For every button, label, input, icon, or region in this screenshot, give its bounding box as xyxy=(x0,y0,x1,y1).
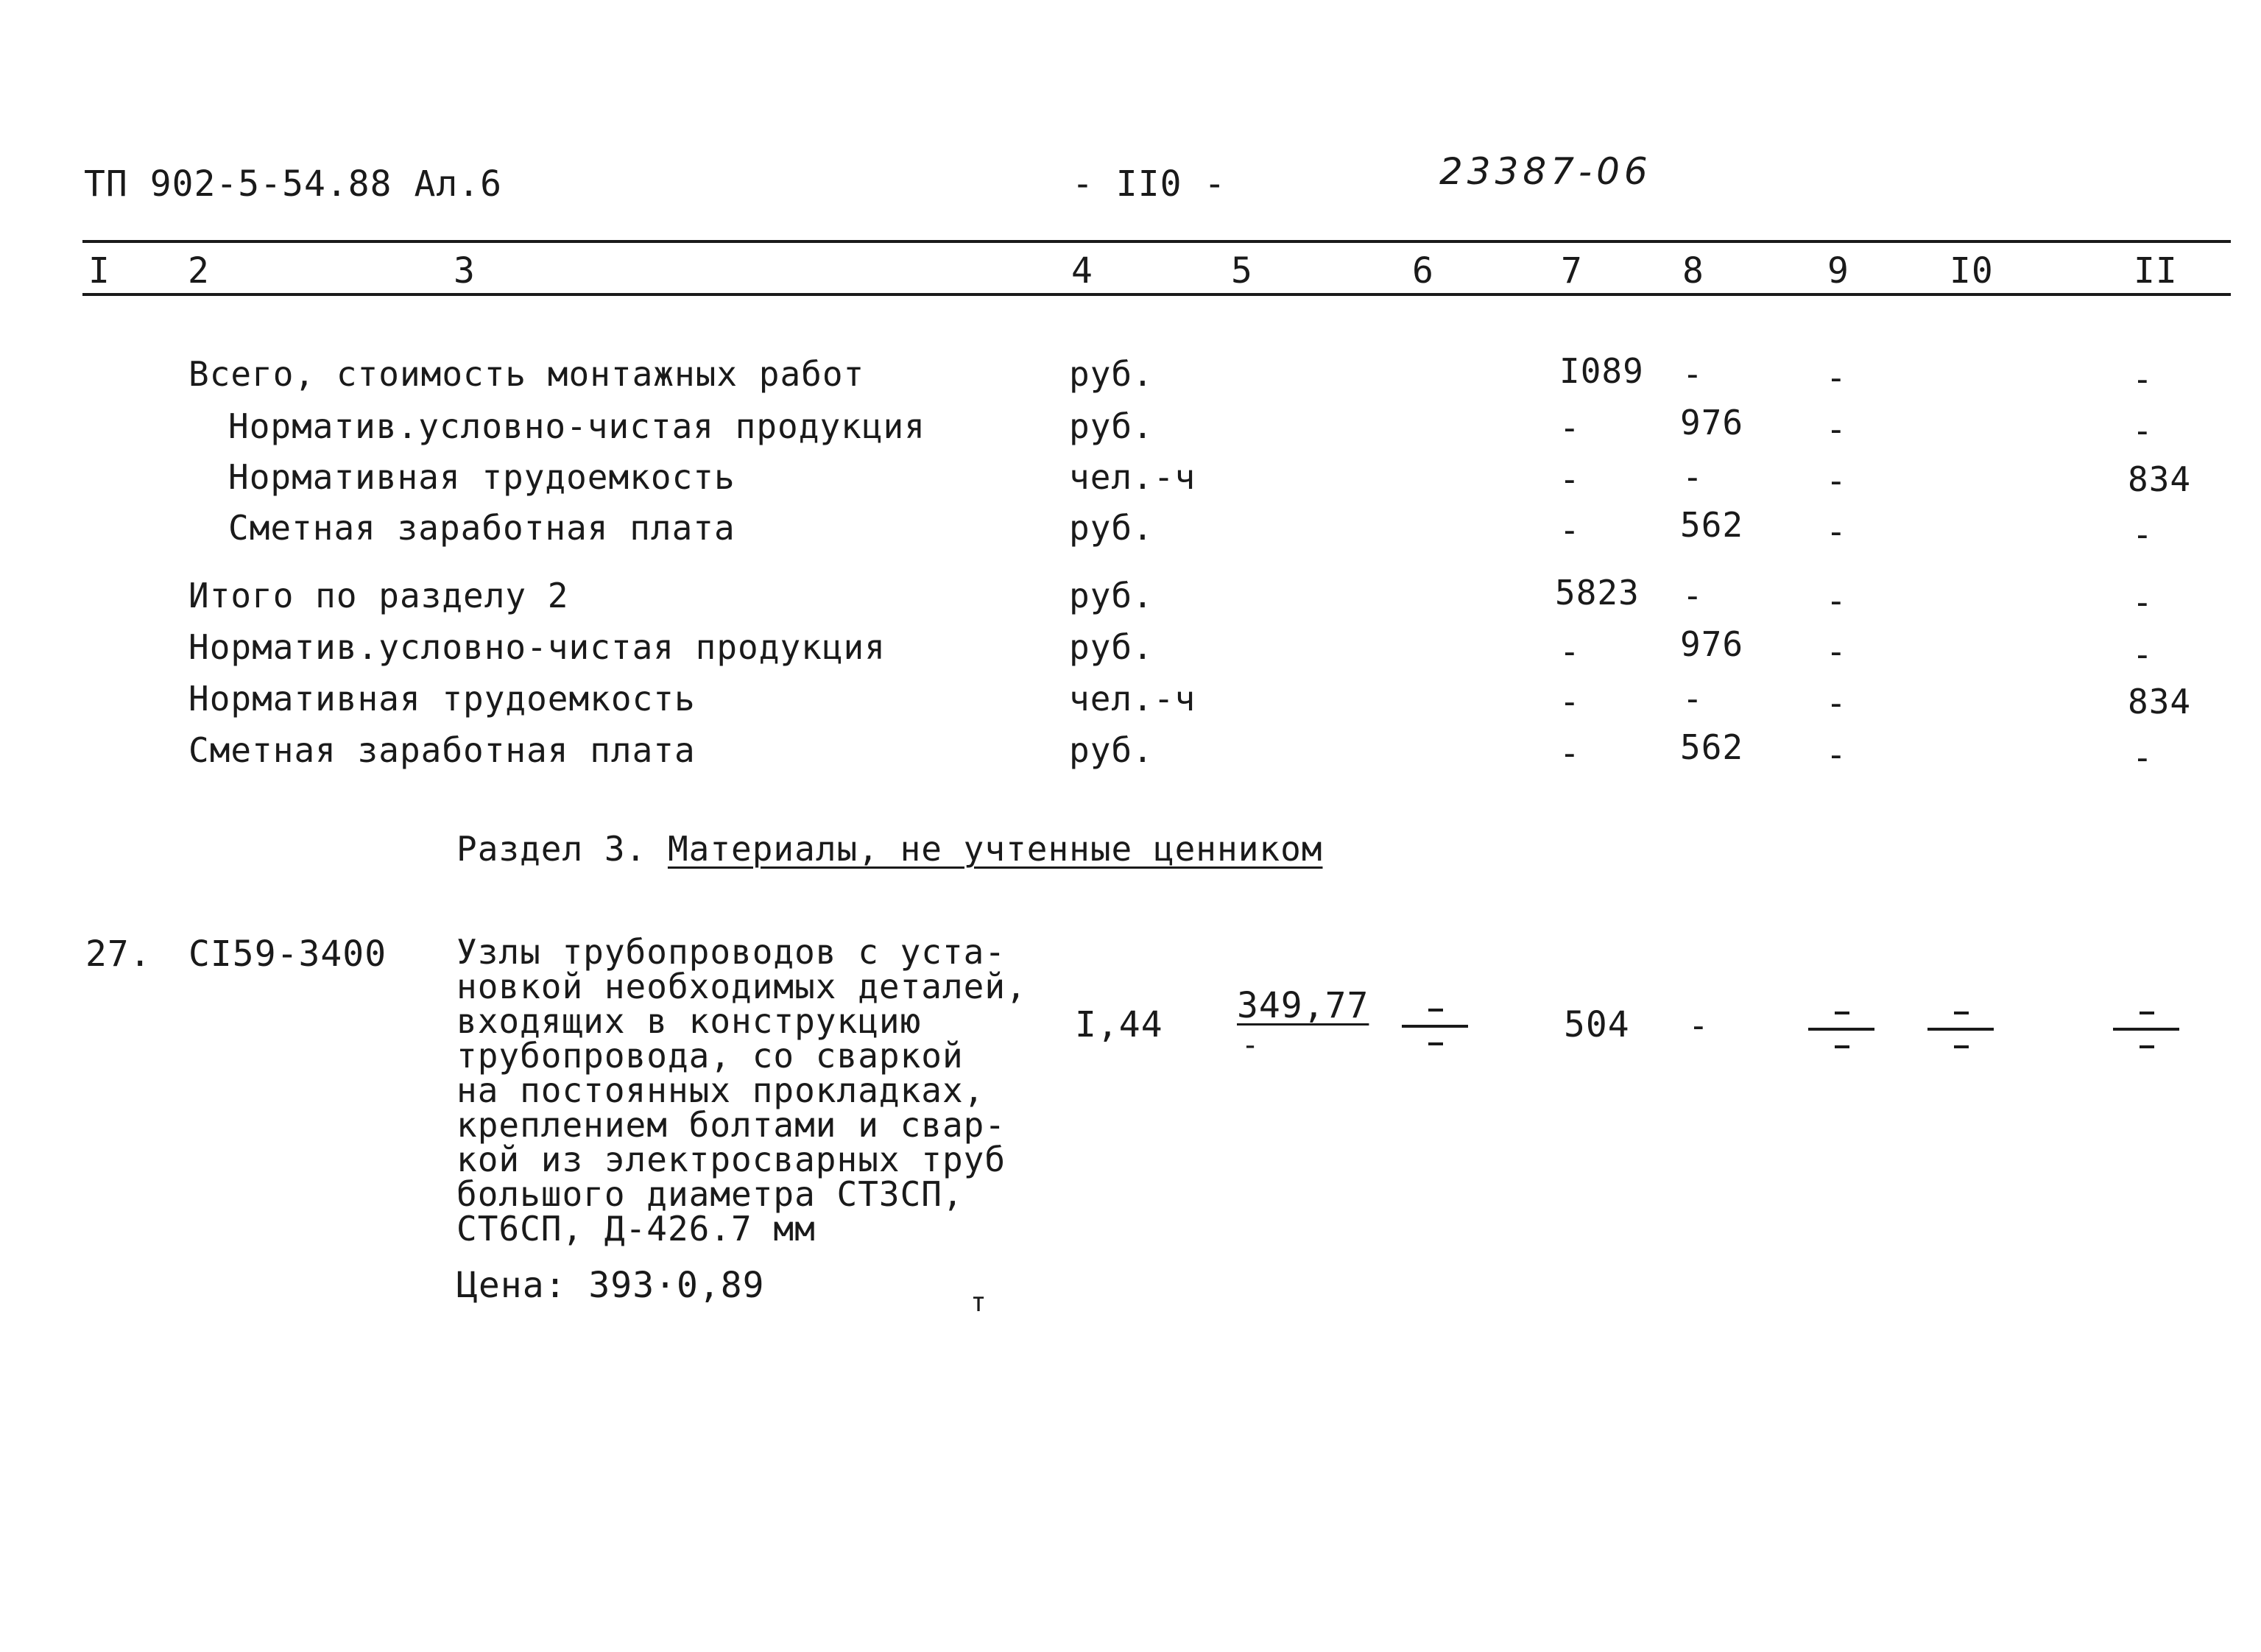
section-prefix: Раздел 3. xyxy=(456,829,647,869)
column-header-11: II xyxy=(2134,250,2178,292)
description-line: входящих в конструкцию xyxy=(456,1001,922,1041)
row-unit: руб. xyxy=(1069,730,1154,770)
description-line: креплением болтами и свар- xyxy=(456,1105,1006,1145)
row-value-col7: - xyxy=(1559,459,1581,499)
item-total: 504 xyxy=(1564,1004,1630,1045)
row-value-col9: - xyxy=(1826,581,1847,621)
item-unit-price: 349,77 xyxy=(1237,985,1369,1026)
row-label: Нормативная трудоемкость xyxy=(228,457,736,497)
row-value-col8: 562 xyxy=(1680,727,1744,767)
row-value-col8: - xyxy=(1682,679,1704,719)
row-value-col9: - xyxy=(1826,735,1847,774)
item-quantity: I,44 xyxy=(1075,1004,1163,1045)
section-heading xyxy=(456,829,1323,869)
row-label: Сметная заработная плата xyxy=(188,730,696,770)
column-header-3: 3 xyxy=(454,250,476,292)
row-value-col11: - xyxy=(2132,582,2154,622)
row-value-col11: 834 xyxy=(2128,459,2192,499)
row-value-col9: - xyxy=(1826,409,1847,449)
row-value-col8: 562 xyxy=(1680,505,1744,545)
fraction-dash-col11 xyxy=(2113,1007,2179,1051)
row-label: Всего, стоимость монтажных работ xyxy=(188,354,865,394)
description-line: кой из электросварных труб xyxy=(456,1140,1006,1179)
document-code: ТП 902-5-54.88 Ал.6 xyxy=(84,163,503,205)
fraction-dash-col10 xyxy=(1927,1007,1994,1051)
row-value-col8: - xyxy=(1682,354,1704,394)
description-line: СТ6СП, Д-426.7 мм xyxy=(456,1209,816,1249)
row-value-col8: 976 xyxy=(1680,624,1744,664)
row-value-col8: - xyxy=(1682,457,1704,497)
row-value-col11: - xyxy=(2132,635,2154,674)
fraction-dash-col6 xyxy=(1402,1004,1468,1048)
row-value-col7: - xyxy=(1559,632,1581,671)
item-price: Цена: 393·0,89 xyxy=(456,1265,765,1306)
column-header-5: 5 xyxy=(1231,250,1253,292)
row-value-col7: 5823 xyxy=(1555,573,1640,613)
row-value-col7: - xyxy=(1559,682,1581,721)
row-label: Сметная заработная плата xyxy=(228,508,736,548)
row-value-col7: - xyxy=(1559,408,1581,448)
item-unit-mark: т xyxy=(970,1288,987,1318)
row-unit: чел.-ч xyxy=(1069,457,1196,497)
description-line: на постоянных прокладках, xyxy=(456,1070,985,1110)
column-header-6: 6 xyxy=(1412,250,1434,292)
row-value-col11: 834 xyxy=(2128,682,2192,721)
row-unit: чел.-ч xyxy=(1069,679,1196,719)
header-bottom-rule xyxy=(82,293,2231,296)
row-unit: руб. xyxy=(1069,508,1154,548)
column-header-9: 9 xyxy=(1827,250,1849,292)
row-label: Нормативная трудоемкость xyxy=(188,679,696,719)
column-header-10: I0 xyxy=(1950,250,1994,292)
row-value-col7: - xyxy=(1559,510,1581,550)
archive-stamp: 23387-06 xyxy=(1439,150,1652,193)
item-unit-price-denominator: - xyxy=(1241,1028,1260,1062)
fraction-dash-col9 xyxy=(1808,1007,1874,1051)
row-value-col9: - xyxy=(1826,632,1847,671)
row-unit: руб. xyxy=(1069,627,1154,667)
description-line: трубопровода, со сваркой xyxy=(456,1036,964,1076)
row-value-col7: I089 xyxy=(1559,351,1644,391)
column-header-7: 7 xyxy=(1561,250,1583,292)
item-col8: - xyxy=(1688,1006,1710,1045)
row-label: Итого по разделу 2 xyxy=(188,576,569,615)
section-title: Материалы, не учтенные ценником xyxy=(667,829,1323,869)
description-line: новкой необходимых деталей, xyxy=(456,967,1027,1006)
row-label: Норматив.условно-чистая продукция xyxy=(188,627,886,667)
row-value-col11: - xyxy=(2132,359,2154,399)
description-line: большого диаметра СТЗСП, xyxy=(456,1174,964,1214)
row-label: Норматив.условно-чистая продукция xyxy=(228,406,925,446)
column-header-2: 2 xyxy=(188,250,210,292)
column-header-1: I xyxy=(88,250,110,292)
column-header-4: 4 xyxy=(1071,250,1093,292)
row-value-col7: - xyxy=(1559,733,1581,773)
column-header-8: 8 xyxy=(1682,250,1704,292)
description-line: Узлы трубопроводов с уста- xyxy=(456,932,1006,972)
top-rule xyxy=(82,240,2231,243)
row-value-col9: - xyxy=(1826,512,1847,551)
row-unit: руб. xyxy=(1069,406,1154,446)
row-value-col8: 976 xyxy=(1680,403,1744,442)
row-unit: руб. xyxy=(1069,354,1154,394)
row-value-col11: - xyxy=(2132,515,2154,554)
row-value-col9: - xyxy=(1826,461,1847,501)
row-value-col9: - xyxy=(1826,683,1847,723)
item-code: СI59-3400 xyxy=(188,933,387,975)
item-description xyxy=(456,932,1027,1249)
page-number: - II0 - xyxy=(1072,163,1227,205)
row-value-col11: - xyxy=(2132,738,2154,777)
row-value-col8: - xyxy=(1682,576,1704,615)
item-number: 27. xyxy=(85,933,152,975)
row-unit: руб. xyxy=(1069,576,1154,615)
row-value-col11: - xyxy=(2132,411,2154,451)
row-value-col9: - xyxy=(1826,358,1847,398)
